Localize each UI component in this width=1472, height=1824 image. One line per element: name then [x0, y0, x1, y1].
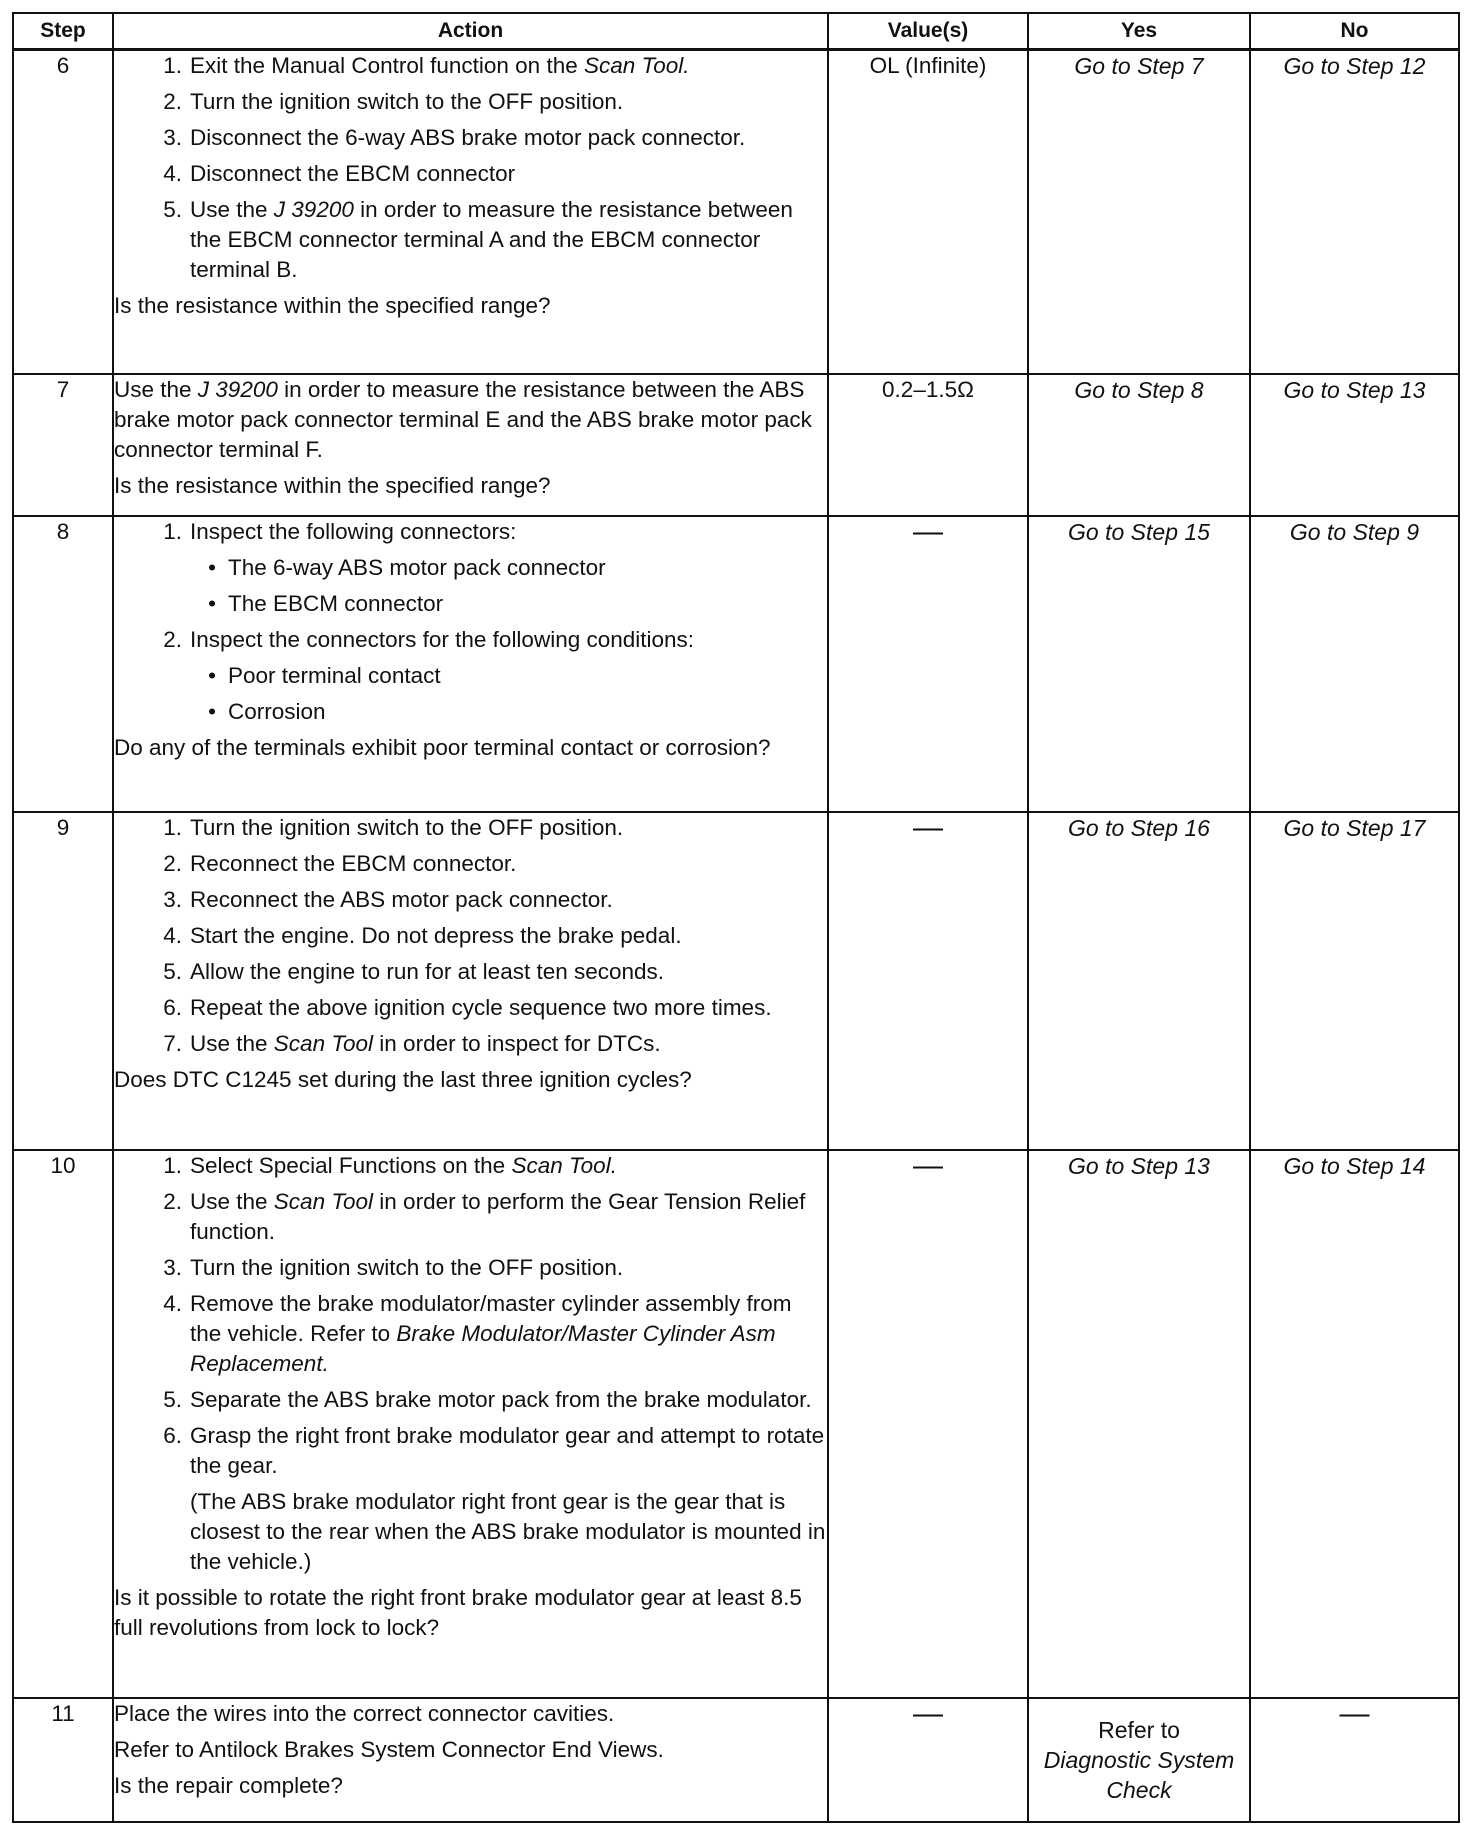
no-cell: —: [1250, 1698, 1459, 1822]
table-row-step-8: [13, 516, 1459, 812]
no-cell: Go to Step 12: [1250, 50, 1459, 374]
value-cell: 0.2–1.5Ω: [828, 374, 1028, 516]
list-item-note: (The ABS brake modulator right front gear is the gear that is closest to the rear when the ABS brake modulator is mounted in the vehicle.): [190, 1488, 826, 1574]
step-number: 7: [13, 374, 113, 516]
no-cell: Go to Step 9: [1250, 516, 1459, 812]
header-step: Step: [13, 13, 113, 50]
step-number: 10: [13, 1150, 113, 1698]
list-item: 5. Use the J 39200 in order to measure the resistance between the EBCM connector terminal A and the EBCM connector terminal B.: [163, 197, 793, 282]
value-cell: —: [828, 1150, 1028, 1698]
list-item: 3. Disconnect the 6-way ABS brake motor pack connector.: [163, 125, 746, 150]
no-cell: Go to Step 13: [1250, 374, 1459, 516]
list-item: 1. Select Special Functions on the Scan Tool.: [163, 1152, 617, 1178]
yes-cell: Go to Step 8: [1028, 374, 1250, 516]
header-values: Value(s): [828, 13, 1028, 50]
table-row-step-6: [13, 50, 1459, 374]
list-item: 2. Use the Scan Tool in order to perform the Gear Tension Relief function.: [163, 1188, 806, 1244]
yes-cell: Go to Step 13: [1028, 1150, 1250, 1698]
value-cell: OL (Infinite): [828, 50, 1028, 374]
list-item: 3. Reconnect the ABS motor pack connector.: [163, 886, 613, 912]
list-item: 6. Repeat the above ignition cycle sequence two more times.: [163, 994, 772, 1020]
list-item: 1. Inspect the following connectors:: [163, 518, 517, 544]
list-item: 4. Remove the brake modulator/master cylinder assembly from the vehicle. Refer to Brake Modulator/Master Cylinder Asm Replacement.: [163, 1290, 792, 1376]
diagnostic-table: [12, 12, 1460, 1823]
header-no: No: [1250, 13, 1459, 50]
action-question: Does DTC C1245 set during the last three ignition cycles?: [114, 1066, 692, 1092]
list-item: 4. Start the engine. Do not depress the brake pedal.: [163, 922, 682, 948]
list-item: 2. Reconnect the EBCM connector.: [163, 850, 517, 876]
list-item: 1. Turn the ignition switch to the OFF position.: [163, 814, 624, 840]
table-row-step-7: [13, 374, 1459, 516]
no-cell: Go to Step 17: [1250, 812, 1459, 1150]
step-number: 9: [13, 812, 113, 1150]
no-cell: Go to Step 14: [1250, 1150, 1459, 1698]
action-text: Refer to Antilock Brakes System Connector End Views.: [114, 1736, 664, 1762]
action-cell: [113, 812, 828, 1150]
table-row-step-10: [13, 1150, 1459, 1698]
action-question: Is it possible to rotate the right front brake modulator gear at least 8.5 full revolutions from lock to lock?: [114, 1584, 802, 1640]
action-question: Is the repair complete?: [114, 1772, 343, 1798]
step-number: 11: [13, 1698, 113, 1822]
list-item: 5. Separate the ABS brake motor pack from the brake modulator.: [163, 1386, 812, 1412]
yes-cell: Go to Step 7: [1028, 50, 1250, 374]
step-number: 6: [13, 50, 113, 374]
table-row-step-9: [13, 812, 1459, 1150]
action-cell: Use the J 39200 in order to measure the resistance between the ABS brake motor pack connector terminal E and the ABS brake motor pack connector terminal F. Is the resistance within the specified range?: [113, 374, 828, 516]
yes-refer-link: Diagnostic System Check: [1043, 1746, 1235, 1803]
yes-cell: [1028, 1698, 1250, 1822]
list-item: 7. Use the Scan Tool in order to inspect for DTCs.: [163, 1030, 661, 1056]
value-cell: —: [828, 516, 1028, 812]
bullet-item: • Corrosion: [208, 698, 326, 724]
yes-cell: Go to Step 16: [1028, 812, 1250, 1150]
header-yes: Yes: [1028, 13, 1250, 50]
list-item: 2. Inspect the connectors for the following conditions:: [163, 626, 695, 652]
action-question: Do any of the terminals exhibit poor terminal contact or corrosion?: [114, 734, 771, 760]
yes-refer-text: Refer to: [1098, 1716, 1180, 1743]
header-row: [13, 13, 1459, 50]
bullet-item: • The EBCM connector: [208, 590, 444, 616]
header-action: Action: [113, 13, 828, 50]
step-number: 8: [13, 516, 113, 812]
table-row-step-11: [13, 1698, 1459, 1822]
action-text: Place the wires into the correct connector cavities.: [114, 1700, 615, 1726]
action-question: Is the resistance within the specified range?: [114, 293, 551, 318]
action-cell: [113, 50, 828, 374]
list-item: 5. Allow the engine to run for at least ten seconds.: [163, 958, 665, 984]
list-item: 4. Disconnect the EBCM connector: [163, 161, 516, 186]
value-cell: —: [828, 1698, 1028, 1822]
action-cell: [113, 516, 828, 812]
value-cell: —: [828, 812, 1028, 1150]
list-item: 3. Turn the ignition switch to the OFF position.: [163, 1254, 624, 1280]
list-item: 2. Turn the ignition switch to the OFF position.: [163, 89, 624, 114]
action-cell: [113, 1150, 828, 1698]
action-question: Is the resistance within the specified range?: [114, 472, 551, 498]
action-cell: [113, 1698, 828, 1822]
yes-cell: Go to Step 15: [1028, 516, 1250, 812]
bullet-item: • The 6-way ABS motor pack connector: [208, 554, 606, 580]
list-item: 6. Grasp the right front brake modulator gear and attempt to rotate the gear.: [163, 1422, 825, 1478]
list-item: 1. Exit the Manual Control function on the Scan Tool.: [163, 53, 690, 78]
bullet-item: • Poor terminal contact: [208, 662, 441, 688]
